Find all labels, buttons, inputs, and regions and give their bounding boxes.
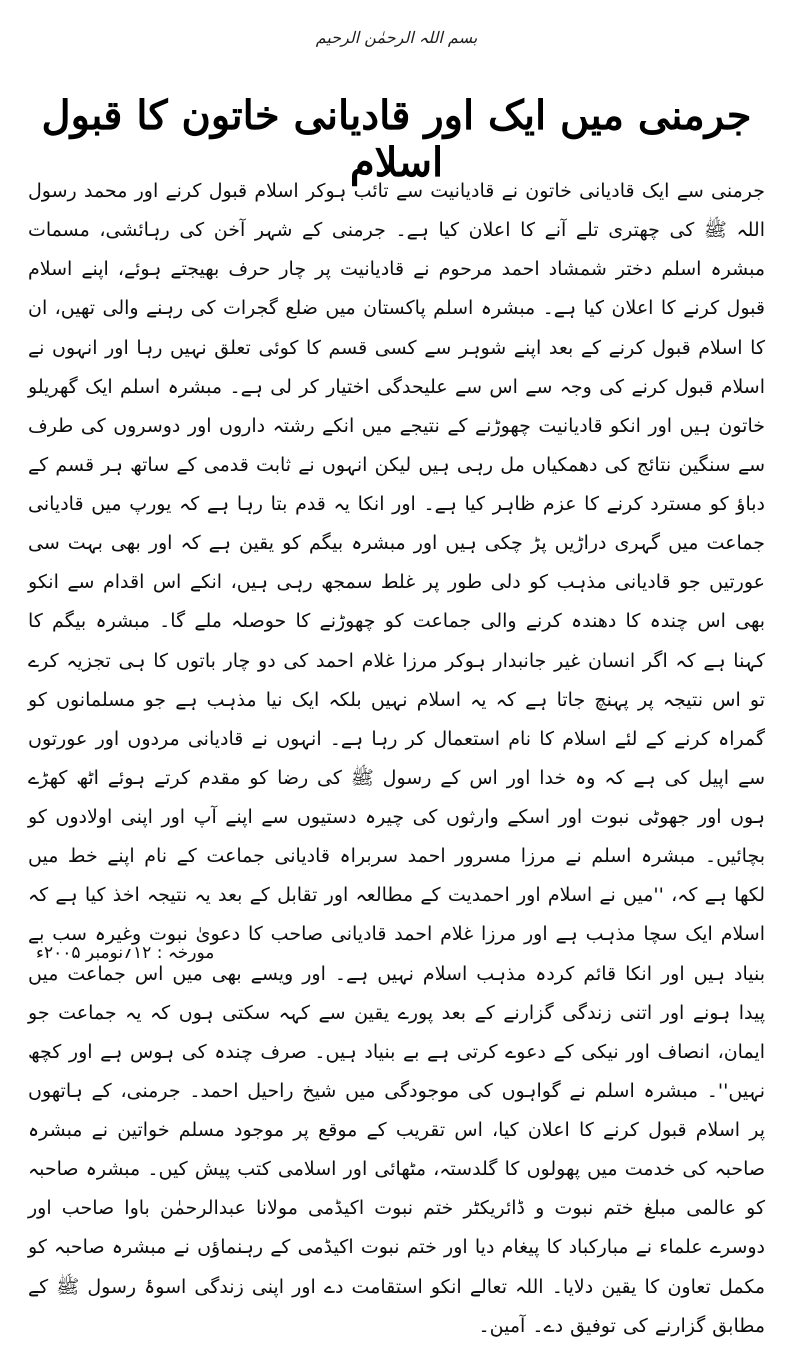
bismillah-text: بسم اللہ الرحمٰن الرحیم xyxy=(315,28,478,47)
headline: جرمنی میں ایک اور قادیانی خاتون کا قبول اسلام xyxy=(41,92,752,186)
body-paragraph: جرمنی سے ایک قادیانی خاتون نے قادیانیت سے تائب ہوکر اسلام قبول کرنے اور محمد رسول اللہ ﷺ کی چھتری تلے آنے کا اعلان کیا ہے۔ جرمنی کے شہر آخن کی رہائشی، مسمات مبشرہ اسلم دختر شمشاد احمد مرحوم نے قادیانیت پر چار حرف بھیجتے ہوئے، اپنے اسلام قبول کرنے کا اعلان کیا ہے۔ مبشرہ اسلم پاکستان میں ضلع گجرات کی رہنے والی تھیں، ان کا اسلام قبول کرنے کے بعد اپنے شوہر سے کسی قسم کا کوئی تعلق نہیں رہا اور انہوں نے اسلام قبول کرنے کی وجہ سے اس سے علیحدگی اختیار کر لی ہے۔ مبشرہ اسلم ایک گھریلو خاتون ہیں اور انکو قادیانیت چھوڑنے کے نتیجے میں انکے رشتہ داروں اور دوسروں کی طرف سے سنگین نتائج کی دھمکیاں مل رہی ہیں لیکن انہوں نے ثابت قدمی کے ساتھ ہر قسم کے دباؤ کو مسترد کرنے کا عزم ظاہر کیا ہے۔ اور انکا یہ قدم بتا رہا ہے کہ یورپ میں قادیانی جماعت میں گہری دراڑیں پڑ چکی ہیں اور مبشرہ بیگم کو یقین ہے کہ اور بھی بہت سی عورتیں جو قادیانی مذہب کو دلی طور پر غلط سمجھ رہی ہیں، انکے اس اقدام سے انکو بھی اس چندہ کا دھندہ کرنے والی جماعت کو چھوڑنے کا حوصلہ ملے گا۔ مبشرہ بیگم کا کہنا ہے کہ اگر انسان غیر جانبدار ہوکر مرزا غلام احمد کی دو چار باتوں کا ہی تجزیہ کرے تو اس نتیجہ پر پہنچ جاتا ہے کہ یہ اسلام نہیں بلکہ ایک نیا مذہب ہے جو مسلمانوں کو گمراہ کرنے کے لئے اسلام کا نام استعمال کر رہا ہے۔ انہوں نے قادیانی مردوں اور عورتوں سے اپیل کی ہے کہ وہ خدا اور اس کے رسول ﷺ کی رضا کو مقدم کرتے ہوئے اٹھ کھڑے ہوں اور جھوٹی نبوت اور اسکے وارثوں کی چیرہ دستیوں سے اپنے آپ اور اپنی اولادوں کو بچائیں۔ مبشرہ اسلم نے مرزا مسرور احمد سربراہ قادیانی جماعت کے نام اپنے خط میں لکھا ہے کہ، ''میں نے اسلام اور احمدیت کے مطالعہ اور تقابل کے بعد یہ نتیجہ اخذ کیا ہے کہ اسلام ایک سچا مذہب ہے اور مرزا غلام احمد قادیانی صاحب کا دعویٰ نبوت وغیرہ سب بے بنیاد ہیں اور انکا قائم کردہ مذہب اسلام نہیں ہے۔ اور ویسے بھی میں اس جماعت میں پیدا ہونے اور اتنی زندگی گزارنے کے بعد پورے یقین سے کہہ سکتی ہوں کہ یہ جماعت جو ایمان، انصاف اور نیکی کے دعوے کرتی ہے بے بنیاد ہیں۔ صرف چندہ کی ہوس ہے اور کچھ نہیں''۔ مبشرہ اسلم نے گواہوں کی موجودگی میں شیخ راحیل احمد۔ جرمنی، کے ہاتھوں پر اسلام قبول کرنے کا اعلان کیا، اس تقریب کے موقع پر موجود مسلم خواتین نے مبشرہ صاحبہ کی خدمت میں پھولوں کا گلدستہ، مٹھائی اور اسلامی کتب پیش کیں۔ مبشرہ صاحبہ کو عالمی مبلغ ختم نبوت و ڈائریکٹر ختم نبوت اکیڈمی مولانا عبدالرحمٰن باوا صاحب اور دوسرے علماء نے مبارکباد کا پیغام دیا اور ختم نبوت اکیڈمی کے رہنماؤں نے مبشرہ صاحبہ کو مکمل تعاون کا یقین دلایا۔ اللہ تعالے انکو استقامت دے اور اپنی زندگی اسوۂ رسول ﷺ کے مطابق گزارنے کی توفیق دے۔ آمین۔ xyxy=(28,180,765,1337)
date-line: مورخہ : ۱۲؍نومبر ۲۰۰۵ء xyxy=(36,943,215,963)
